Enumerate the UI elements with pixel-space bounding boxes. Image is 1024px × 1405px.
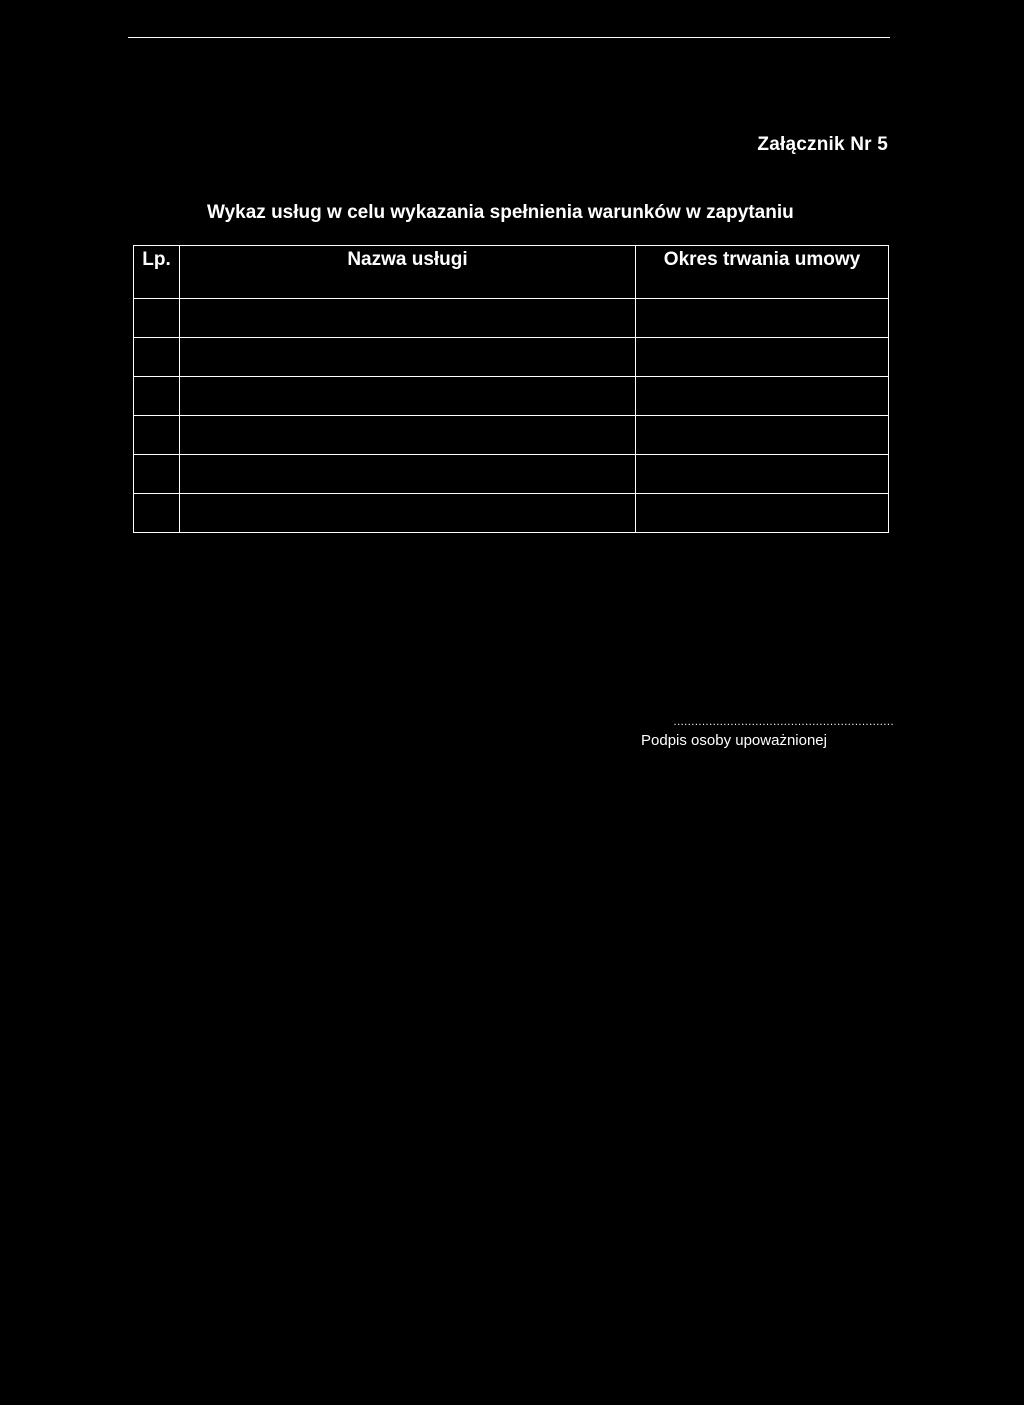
signature-line[interactable]: ..............................................................: [673, 716, 894, 728]
cell-lp[interactable]: [134, 416, 180, 455]
cell-lp[interactable]: [134, 455, 180, 494]
table-header-row: [134, 246, 889, 299]
cell-service-name[interactable]: [180, 377, 636, 416]
top-rule: [128, 37, 890, 38]
document-title: Wykaz usług w celu wykazania spełnienia warunków w zapytaniu: [207, 202, 794, 223]
services-table: [133, 245, 889, 533]
column-header-service-name: Nazwa usługi: [180, 246, 636, 299]
cell-contract-period[interactable]: [636, 416, 889, 455]
cell-contract-period[interactable]: [636, 299, 889, 338]
table-row: [134, 494, 889, 533]
cell-service-name[interactable]: [180, 455, 636, 494]
attachment-label: Załącznik Nr 5: [757, 134, 888, 155]
cell-lp[interactable]: [134, 377, 180, 416]
cell-contract-period[interactable]: [636, 494, 889, 533]
cell-lp[interactable]: [134, 299, 180, 338]
table-row: [134, 299, 889, 338]
cell-service-name[interactable]: [180, 416, 636, 455]
cell-lp[interactable]: [134, 494, 180, 533]
cell-contract-period[interactable]: [636, 377, 889, 416]
table-row: [134, 455, 889, 494]
table-row: [134, 416, 889, 455]
cell-contract-period[interactable]: [636, 455, 889, 494]
table-row: [134, 338, 889, 377]
table-row: [134, 377, 889, 416]
cell-contract-period[interactable]: [636, 338, 889, 377]
signature-block: [574, 716, 894, 749]
cell-service-name[interactable]: [180, 299, 636, 338]
cell-lp[interactable]: [134, 338, 180, 377]
cell-service-name[interactable]: [180, 338, 636, 377]
cell-service-name[interactable]: [180, 494, 636, 533]
column-header-lp: Lp.: [134, 246, 180, 299]
signature-label: Podpis osoby upoważnionej: [641, 732, 827, 749]
column-header-contract-period: Okres trwania umowy: [636, 246, 889, 299]
